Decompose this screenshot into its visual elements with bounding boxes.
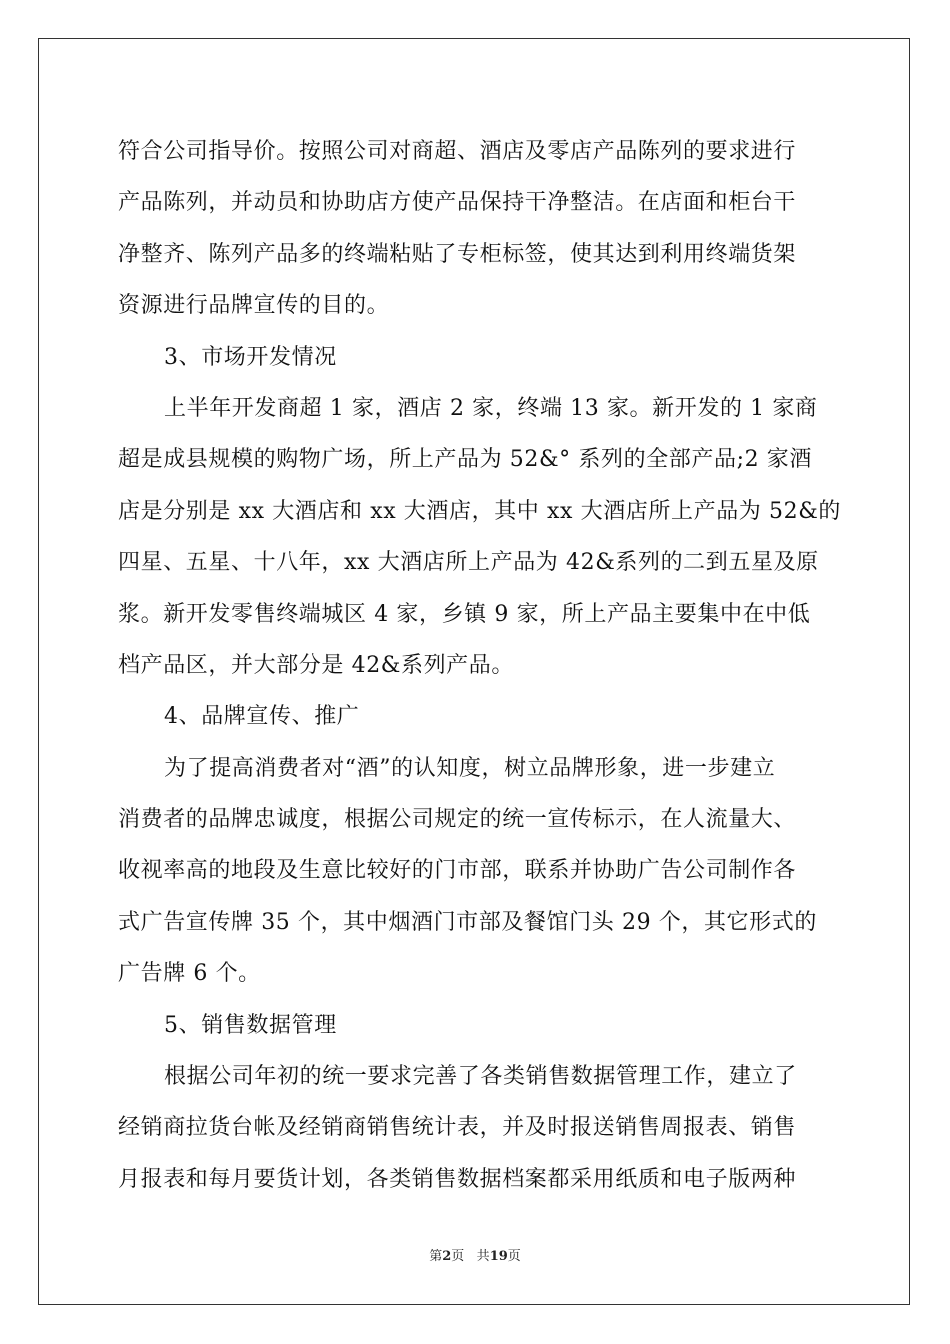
section-heading: 3、市场开发情况 <box>164 344 337 370</box>
footer-total-prefix: 共 <box>476 1249 490 1264</box>
footer-total-suffix: 页 <box>507 1249 521 1264</box>
text-line: 月报表和每月要货计划，各类销售数据档案都采用纸质和电子版两种 <box>118 1166 797 1192</box>
text-line: 四星、五星、十八年，xx 大酒店所上产品为 42&系列的二到五星及原 <box>118 550 819 576</box>
section-heading: 5、销售数据管理 <box>164 1012 337 1038</box>
text-line: 收视率高的地段及生意比较好的门市部，联系并协助广告公司制作各 <box>118 858 797 884</box>
text-line: 产品陈列，并动员和协助店方使产品保持干净整洁。在店面和柜台干 <box>118 190 797 216</box>
footer-page-prefix: 第 <box>429 1249 443 1264</box>
footer-page-number: 2 <box>442 1249 452 1264</box>
text-line: 消费者的品牌忠诚度，根据公司规定的统一宣传标示，在人流量大、 <box>118 807 797 833</box>
footer-total-pages: 19 <box>489 1249 508 1264</box>
text-line: 净整齐、陈列产品多的终端粘贴了专柜标签，使其达到利用终端货架 <box>118 241 797 267</box>
document-body <box>118 126 841 1205</box>
text-line: 档产品区，并大部分是 42&系列产品。 <box>118 652 514 678</box>
footer-page-suffix: 页 <box>451 1249 465 1264</box>
text-line: 广告牌 6 个。 <box>118 961 261 987</box>
text-line: 符合公司指导价。按照公司对商超、酒店及零店产品陈列的要求进行 <box>118 139 797 164</box>
text-line: 店是分别是 xx 大酒店和 xx 大酒店，其中 xx 大酒店所上产品为 52&的 <box>118 498 841 524</box>
text-line: 资源进行品牌宣传的目的。 <box>118 293 390 319</box>
text-line: 经销商拉货台帐及经销商销售统计表，并及时报送销售周报表、销售 <box>118 1115 797 1141</box>
page-footer <box>0 1245 950 1264</box>
section-heading: 4、品牌宣传、推广 <box>164 704 360 730</box>
text-line: 根据公司年初的统一要求完善了各类销售数据管理工作，建立了 <box>164 1064 797 1090</box>
text-line: 超是成县规模的购物广场，所上产品为 52&° 系列的全部产品;2 家酒 <box>118 447 812 473</box>
text-line: 为了提高消费者对“酒”的认知度，树立品牌形象，进一步建立 <box>164 755 776 781</box>
text-line: 浆。新开发零售终端城区 4 家，乡镇 9 家，所上产品主要集中在中低 <box>118 601 811 627</box>
text-line: 式广告宣传牌 35 个，其中烟酒门市部及餐馆门头 29 个，其它形式的 <box>118 909 817 935</box>
text-line: 上半年开发商超 1 家，酒店 2 家，终端 13 家。新开发的 1 家商 <box>164 395 818 421</box>
